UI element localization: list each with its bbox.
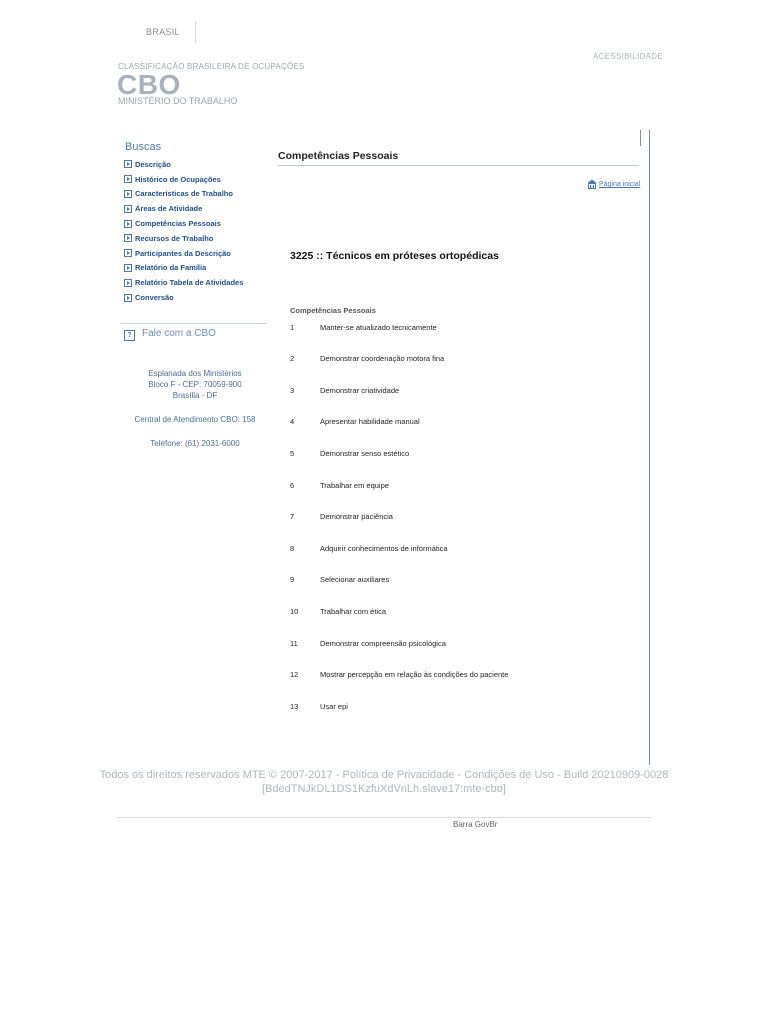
expand-icon xyxy=(124,205,132,213)
table-row xyxy=(290,670,508,682)
divider xyxy=(640,130,641,146)
help-icon[interactable]: ? xyxy=(124,330,135,341)
address-line: Brasília - DF xyxy=(172,391,218,400)
row-number: 5 xyxy=(290,449,295,458)
telefone: Telefone: (61) 2031-6000 xyxy=(150,439,240,448)
fale-com-cbo-link[interactable]: Fale com a CBO xyxy=(142,328,216,339)
sidebar-item-label: Participantes da Descrição xyxy=(135,248,231,258)
address-line: Esplanada dos Ministérios xyxy=(148,369,242,378)
row-number: 6 xyxy=(290,481,295,490)
sidebar-item-label: Competências Pessoais xyxy=(135,219,221,229)
sidebar-item-participantes[interactable] xyxy=(124,246,243,261)
sidebar-item-label: Descrição xyxy=(135,159,171,169)
table-row xyxy=(290,323,437,335)
row-number: 11 xyxy=(290,639,298,648)
table-row xyxy=(290,481,389,493)
expand-icon xyxy=(124,160,132,168)
row-number: 13 xyxy=(290,702,299,711)
row-text: Apresentar habilidade manual xyxy=(320,417,420,426)
expand-icon xyxy=(124,234,132,242)
ministry-name: MINISTÉRIO DO TRABALHO xyxy=(118,96,238,106)
row-text: Demonstrar senso estético xyxy=(320,449,410,458)
row-number: 9 xyxy=(290,575,295,584)
sidebar-item-label: Histórico de Ocupações xyxy=(135,174,221,184)
sidebar-item-recursos[interactable] xyxy=(124,231,243,246)
buscas-heading: Buscas xyxy=(125,141,162,153)
content-border xyxy=(649,130,650,765)
central-atendimento: Central de Atendimento CBO: 158 xyxy=(134,415,256,424)
accessibility-link[interactable]: ACESSIBILIDADE xyxy=(593,52,664,61)
table-row xyxy=(290,544,448,556)
divider xyxy=(117,817,651,818)
barra-govbr: Barra GovBr xyxy=(453,820,498,829)
table-row xyxy=(290,386,399,398)
cbo-logo[interactable]: CBO xyxy=(117,69,181,100)
row-number: 2 xyxy=(290,354,295,363)
footer-copyright: Todos os direitos reservados MTE © 2007-2017 - Política de Privacidade - Condições de Uso - Build 20210909-0028 xyxy=(99,769,669,781)
page-title: Competências Pessoais xyxy=(278,150,399,162)
divider xyxy=(278,165,639,166)
row-number: 1 xyxy=(290,323,295,332)
sidebar-item-relatorio-tabela[interactable] xyxy=(124,275,243,290)
sidebar-item-caracteristicas[interactable] xyxy=(124,187,243,202)
row-text: Usar epi xyxy=(320,702,348,711)
sidebar-item-competencias[interactable] xyxy=(124,216,243,231)
row-number: 10 xyxy=(290,607,299,616)
row-text: Demonstrar coordenação motora fina xyxy=(320,354,445,363)
row-text: Manter-se atualizado tecnicamente xyxy=(320,323,437,332)
occupation-title: 3225 :: Técnicos em próteses ortopédicas xyxy=(290,250,499,262)
sidebar-nav xyxy=(124,157,243,305)
sidebar-item-label: Relatório da Família xyxy=(135,263,207,273)
table-row xyxy=(290,417,420,429)
sidebar-item-conversao[interactable] xyxy=(124,290,243,305)
sidebar-item-label: Recursos de Trabalho xyxy=(135,233,214,243)
sidebar-item-label: Conversão xyxy=(135,293,174,303)
row-number: 12 xyxy=(290,670,299,679)
table-row xyxy=(290,354,444,366)
table-row xyxy=(290,575,389,587)
footer-build: [BdedTNJkDL1DS1KzfuXdVnLh.slave17:mte-cbo] xyxy=(262,783,506,795)
address-line: Bloco F - CEP: 70059-900 xyxy=(148,380,242,389)
table-row xyxy=(290,639,446,651)
gov-brasil-link[interactable]: BRASIL xyxy=(146,27,180,37)
table-row xyxy=(290,702,348,714)
row-text: Trabalhar em equipe xyxy=(320,481,389,490)
sidebar-item-descricao[interactable] xyxy=(124,157,243,172)
row-text: Trabalhar com ética xyxy=(320,607,386,616)
row-number: 3 xyxy=(290,386,295,395)
row-text: Selecionar auxiliares xyxy=(320,575,390,584)
sidebar-item-label: Áreas de Atividade xyxy=(135,204,203,214)
expand-icon xyxy=(124,294,132,302)
site-subtitle: CLASSIFICAÇÃO BRASILEIRA DE OCUPAÇÕES xyxy=(118,62,305,71)
sidebar-item-label: Relatório Tabela de Atividades xyxy=(135,278,244,288)
home-icon[interactable] xyxy=(587,179,597,189)
expand-icon xyxy=(124,175,132,183)
expand-icon xyxy=(124,279,132,287)
sidebar-item-relatorio-familia[interactable] xyxy=(124,261,243,276)
row-text: Mostrar percepção em relação às condições do paciente xyxy=(320,670,509,679)
expand-icon xyxy=(124,190,132,198)
divider xyxy=(195,22,196,44)
sidebar-item-areas[interactable] xyxy=(124,201,243,216)
divider xyxy=(121,323,266,324)
row-number: 8 xyxy=(290,544,295,553)
pagina-inicial-link[interactable]: Página inicial xyxy=(599,181,641,188)
row-text: Demonstrar compreensão psicológica xyxy=(320,639,446,648)
sidebar-item-historico[interactable] xyxy=(124,172,243,187)
table-row xyxy=(290,449,409,461)
expand-icon xyxy=(124,249,132,257)
row-number: 4 xyxy=(290,417,295,426)
section-header: Competências Pessoais xyxy=(290,306,376,315)
sidebar-item-label: Características de Trabalho xyxy=(135,189,233,199)
row-number: 7 xyxy=(290,512,295,521)
table-row xyxy=(290,512,393,524)
expand-icon xyxy=(124,264,132,272)
row-text: Adquirir conhecimentos de informática xyxy=(320,544,448,553)
row-text: Demonstrar criatividade xyxy=(320,386,400,395)
row-text: Demonstrar paciência xyxy=(320,512,393,521)
table-row xyxy=(290,607,386,619)
expand-icon xyxy=(124,220,132,228)
